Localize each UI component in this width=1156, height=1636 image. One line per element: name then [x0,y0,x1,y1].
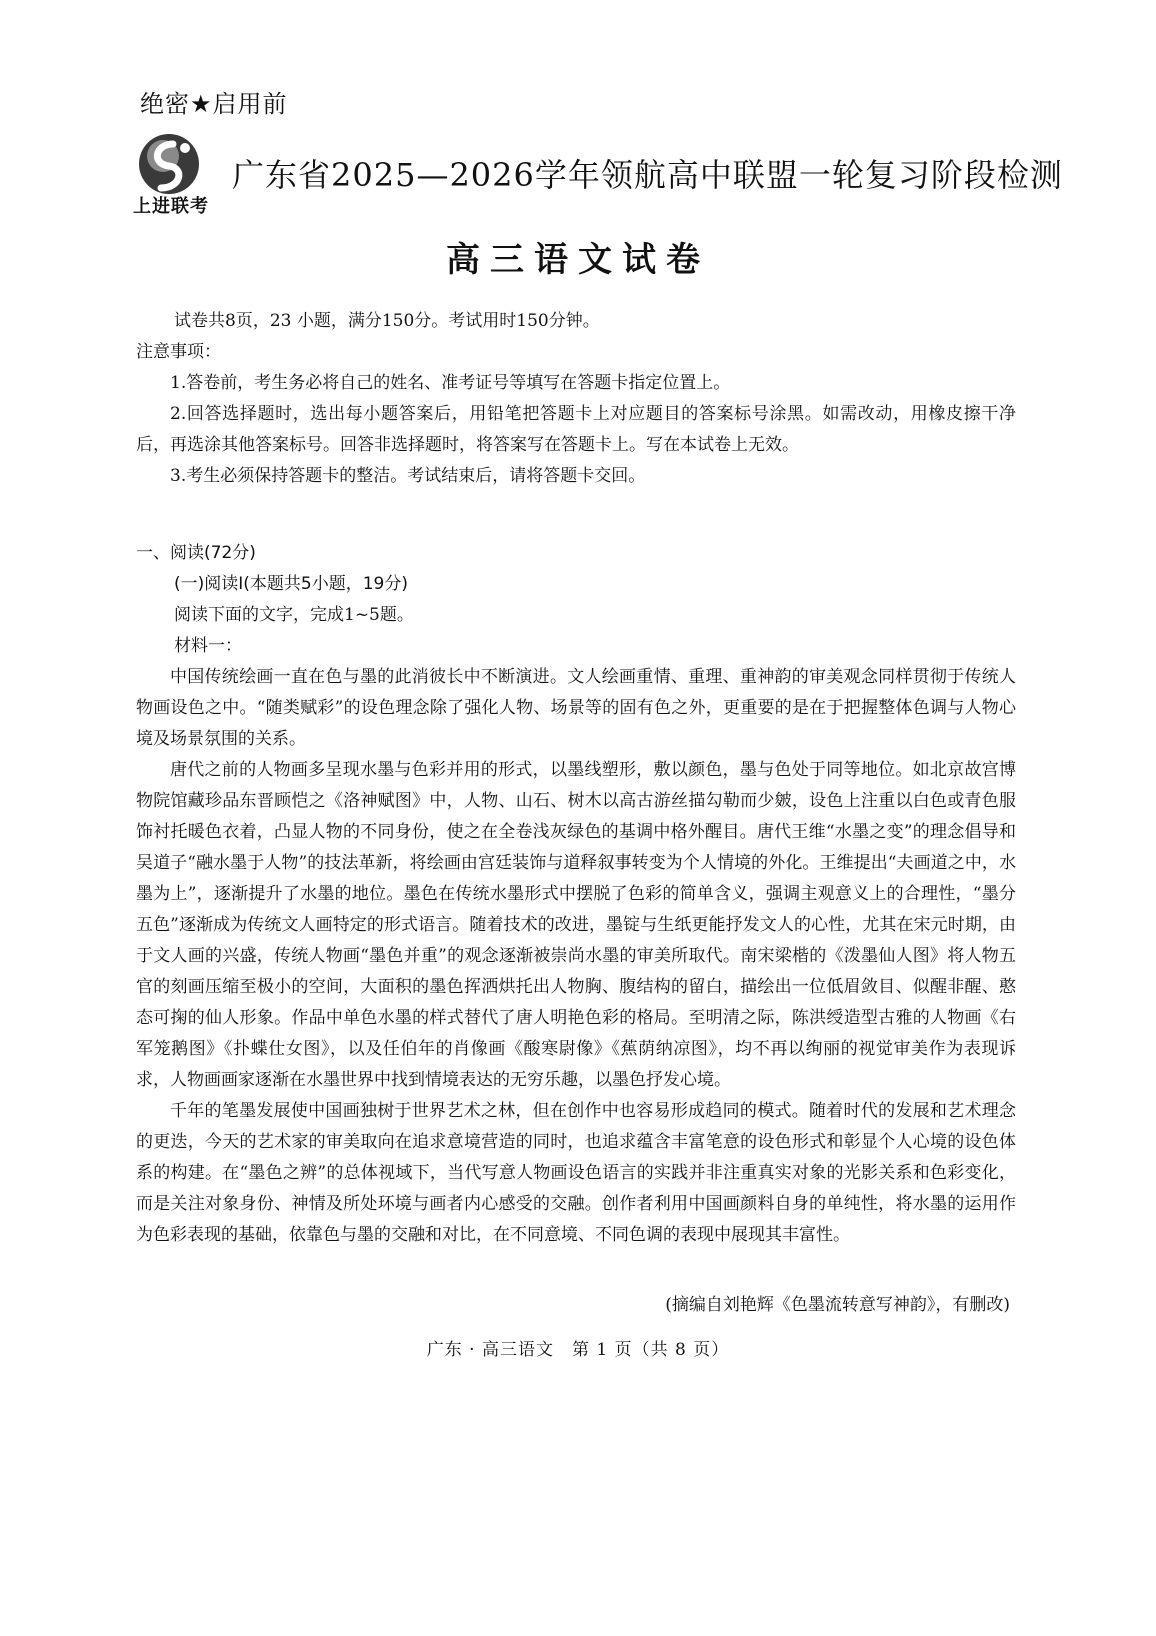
section-heading: 一、阅读(72分) [136,543,256,563]
instruction: 阅读下面的文字，完成1~5题。 [174,605,414,625]
source-citation: (摘编自刘艳辉《色墨流转意写神韵》，有删改) [665,1295,1010,1315]
notice-heading: 注意事项： [136,342,221,362]
exam-info [136,306,1016,492]
paragraph: 中国传统绘画一直在色与墨的此消彼长中不断演进。文人绘画重情、重理、重神韵的审美观念同样贯彻于传统人物画设色之中。“随类赋彩”的设色理念除了强化人物、场景等的固有色之外，更重要的是在于把握整体色调与人物心境及场景氛围的关系。 [136,667,1016,749]
notice-item: 1.答卷前，考生务必将自己的姓名、准考证号等填写在答题卡指定位置上。 [170,373,731,393]
exam-title: 广东省2025—2026学年领航高中联盟一轮复习阶段检测 [232,156,1063,194]
material-label: 材料一： [174,636,242,656]
paper-subtitle: 高三语文试卷 [446,240,710,280]
reading-section [136,538,1016,1251]
sub-heading: (一)阅读Ⅰ(本题共5小题，19分) [174,574,408,594]
page-footer: 广东 · 高三语文 第 1 页（共 8 页） [426,1340,730,1360]
logo-text: 上进联考 [133,196,209,217]
exam-summary: 试卷共8页，23 小题，满分150分。考试用时150分钟。 [174,311,600,331]
paragraph: 唐代之前的人物画多呈现水墨与色彩并用的形式，以墨线塑形，敷以颜色，墨与色处于同等地位。如北京故宫博物院馆藏珍品东晋顾恺之《洛神赋图》中，人物、山石、树木以高古游丝描勾勒而少皴，设色上注重以白色或青色服饰衬托暖色衣着，凸显人物的不同身份，使之在全卷浅灰绿色的基调中格外醒目。唐代王维“水墨之变”的理念倡导和吴道子“融水墨于人物”的技法革新，将绘画由宫廷装饰与道释叙事转变为个人情境的外化。王维提出“夫画道之中，水墨为上”，逐渐提升了水墨的地位。墨色在传统水墨形式中摆脱了色彩的简单含义，强调主观意义上的合理性，“墨分五色”逐渐成为传统文人画特定的形式语言。随着技术的改进，墨锭与生纸更能抒发文人的心性，尤其在宋元时期，由于文人画的兴盛，传统人物画“墨色并重”的观念逐渐被崇尚水墨的审美所取代。南宋梁楷的《泼墨仙人图》将人物五官的刻画压缩至极小的空间，大面积的墨色挥洒烘托出人物胸、腹结构的留白，描绘出一位低眉敛目、似醒非醒、憨态可掬的仙人形象。作品中单色水墨的样式替代了唐人明艳色彩的格局。至明清之际，陈洪绶造型古雅的人物画《右军笼鹅图》《扑蝶仕女图》，以及任伯年的肖像画《酸寒尉像》《蕉荫纳凉图》，均不再以绚丽的视觉审美作为表现诉求，人物画画家逐渐在水墨世界中找到情境表达的无穷乐趣，以墨色抒发心境。 [136,760,1016,1090]
confidential-label: 绝密★启用前 [140,90,288,118]
notice-item: 3.考生必须保持答题卡的整洁。考试结束后，请将答题卡交回。 [170,466,646,486]
notice-item: 2.回答选择题时，选出每小题答案后，用铅笔把答题卡上对应题目的答案标号涂黑。如需改动，用橡皮擦干净后，再选涂其他答案标号。回答非选择题时，将答案写在答题卡上。写在本试卷上无效。 [136,404,1016,455]
paragraph: 千年的笔墨发展使中国画独树于世界艺术之林，但在创作中也容易形成趋同的模式。随着时代的发展和艺术理念的更迭，今天的艺术家的审美取向在追求意境营造的同时，也追求蕴含丰富笔意的设色形式和彰显个人心境的设色体系的构建。在“墨色之辨”的总体视域下，当代写意人物画设色语言的实践并非注重真实对象的光影关系和色彩变化，而是关注对象身份、神情及所处环境与画者内心感受的交融。创作者利用中国画颜料自身的单纯性，将水墨的运用作为色彩表现的基础，依靠色与墨的交融和对比，在不同意境、不同色调的表现中展现其丰富性。 [136,1101,1016,1245]
